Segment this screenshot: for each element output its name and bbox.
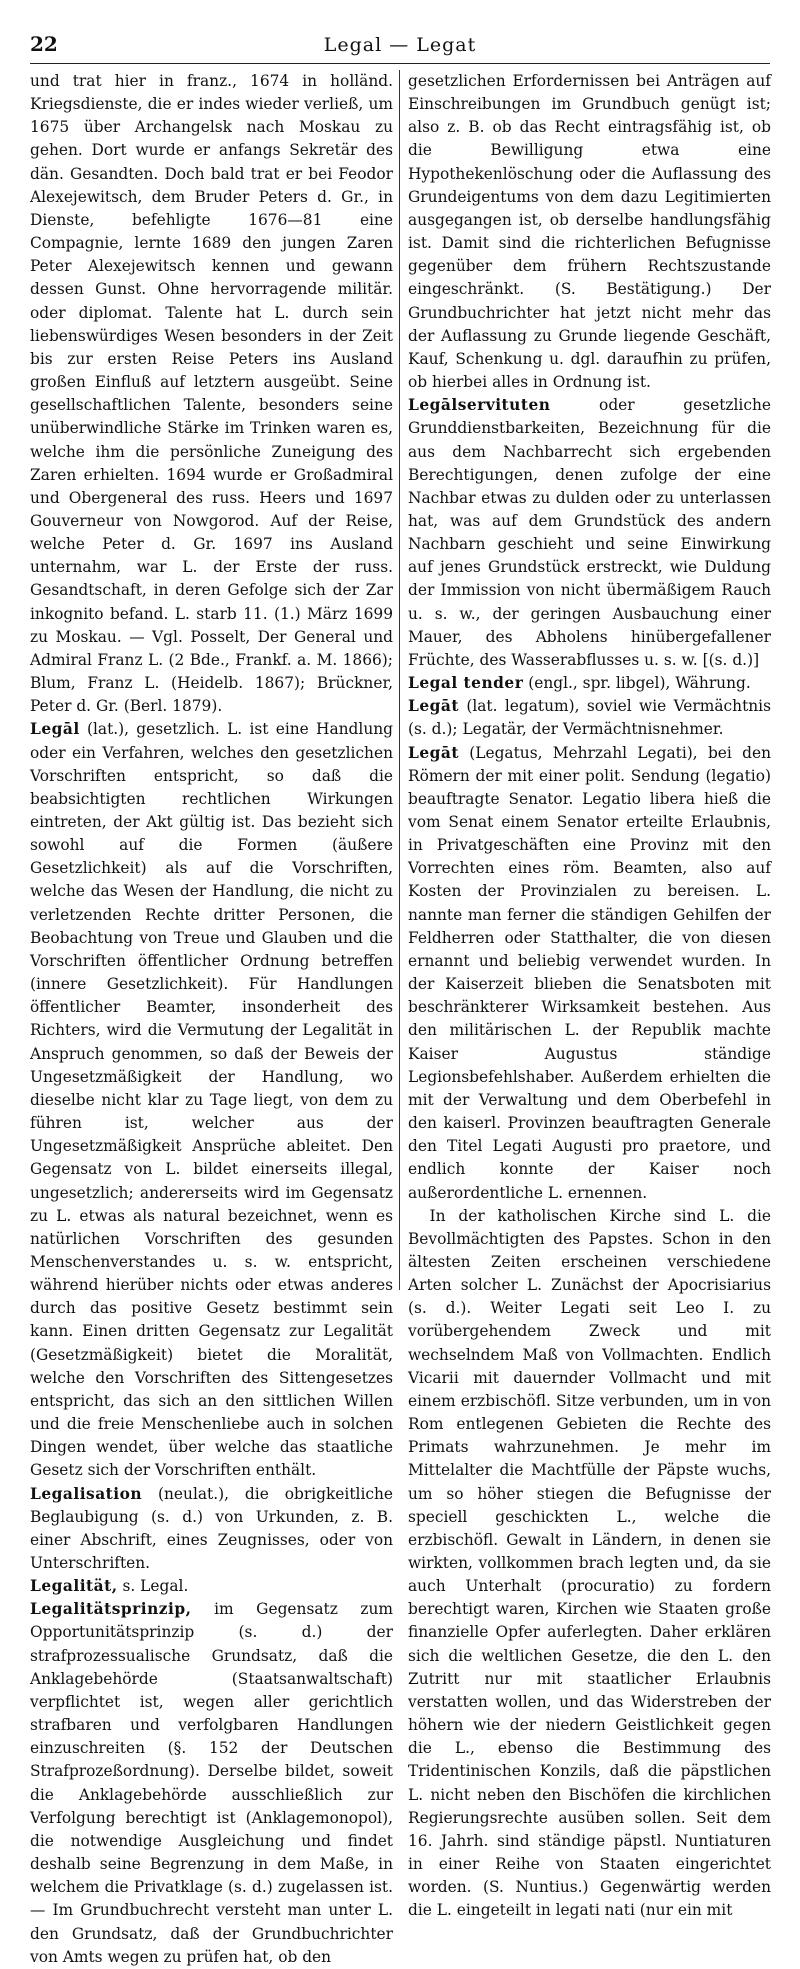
entry-continuation: und trat hier in franz., 1674 in holländ. Kriegsdienste, die er indes wieder verließ, um 1675 über Archangelsk nach Moskau zu gehen. Dort wurde er anfangs Sekretär des dän. Gesandten. Doch bald trat er bei Feodor Alexejewitsch, dem Bruder Peters d. Gr., in Dienste, befehligte 1676—81 eine Compagnie, lernte 1689 den jungen Zaren Peter Alexejewitsch kennen und gewann dessen Gunst. Ohne hervorragende militär. oder diplomat. Talente hat L. durch sein liebenswürdiges Wesen besonders in der Zeit bis zur ersten Reise Peters ins Ausland großen Einfluß auf letztern ausgeübt. Seine gesellschaftlichen Talente, besonders seine unüberwindliche Stärke im Trinken waren es, welche ihm die persönliche Zuneigung des Zaren erhielten. 1694 wurde er Großadmiral und Obergeneral des russ. Heers und 1697 Gouverneur von Nowgorod. Auf der Reise, welche Peter d. Gr. 1697 ins Ausland unternahm, war L. der Erste der russ. Gesandtschaft, in deren Gefolge sich der Zar inkognito befand. L. starb 11. (1.) März 1699 zu Moskau. — Vgl. Posselt, Der General und Admiral Franz L. (2 Bde., Frankf. a. M. 1866); Blum, Franz L. (Heidelb. 1867); Brückner, Peter d. Gr. (Berl. 1879). — [30, 72, 393, 716]
running-title: Legal — Legat — [323, 34, 477, 56]
headword-legalitaetsprinzip: Legalitätsprinzip, — [30, 1600, 192, 1619]
entry-legalservituten — [408, 394, 771, 672]
entry-legalitaet-body: s. Legal. — [117, 1577, 189, 1596]
entry-legalitaetsprinzip-body: im Gegensatz zum Opportunitätsprinzip (s. d.) der strafprozessualische Grundsatz, daß die Anklagebehörde (Staatsanwaltschaft) verpflichtet ist, wegen aller gerichtlich strafbaren und verfolgbaren Handlungen einzuschreiten (§. 152 der Deutschen Strafprozeßordnung). Derselbe bildet, soweit die Anklagebehörde ausschließlich zur Verfolgung berechtigt ist (Anklagemonopol), die notwendige Ausgleichung und findet deshalb seine Begrenzung in dem Maße, in welchem die Privatklage (s. d.) zugelassen ist. — Im Grundbuchrecht versteht man unter L. den Grundsatz, daß der Grundbuchrichter von Amts wegen zu prüfen hat, ob den — [30, 1600, 393, 1966]
entry-legalisation — [30, 1483, 393, 1576]
headword-legat-1: Legāt — [408, 697, 459, 716]
headword-legalitaet: Legalität, — [30, 1577, 118, 1596]
entry-legat-1-body: (lat. legatum), soviel wie Vermächtnis (s. d.); Legatär, der Vermächtnisnehmer. — [408, 697, 771, 739]
entry-legal — [30, 718, 393, 1482]
right-column — [408, 70, 771, 1923]
headword-legal: Legāl — [30, 720, 80, 739]
entry-legat-2-body: (Legatus, Mehrzahl Legati), bei den Römern der mit einer polit. Sendung (legatio) beauftragte Senator. Legatio libera hieß die vom Senat einem Senator erteilte Erlaubnis, in Privatgeschäften eine Provinz mit den Vorrechten eines röm. Beamten, also auf Kosten der Provinzialen zu bereisen. L. nannte man ferner die ständigen Gehilfen der Feldherren oder Statthalter, die von diesen ernannt und beliebig verwendet wurden. In der Kaiserzeit blieben die Senatsboten mit beschränkterer Wirksamkeit bestehen. Aus den militärischen L. der Republik machte Kaiser Augustus ständige Legionsbefehlshaber. Außerdem erhielten die mit der Verwaltung und dem Oberbefehl in den kaiserl. Provinzen beauftragten Generale den Titel Legati Augusti pro praetore, und endlich konnte der Kaiser noch außerordentliche L. ernennen. — [408, 743, 771, 1202]
headword-legat-2: Legāt — [408, 743, 459, 762]
entry-legalisation-body: (neulat.), die obrigkeitliche Beglaubigung (s. d.) von Urkunden, z. B. einer Abschrift, eines Zeugnisses, oder von Unterschriften. — [30, 1484, 393, 1572]
entry-continuation-right: gesetzlichen Erfordernissen bei Anträgen auf Einschreibungen im Grundbuch genügt ist; also z. B. ob das Recht eintragsfähig ist, ob die Bewilligung etwa eine Hypothekenlöschung oder die Auflassung des Grundeigentums von dem dazu Legitimierten ausgegangen ist, ob derselbe handlungsfähig ist. Damit sind die richterlichen Befugnisse gegenüber dem frühern Rechtszustande eingeschränkt. (S. Bestätigung.) Der Grundbuchrichter hat jetzt nicht mehr das der Auflassung zu Grunde liegende Geschäft, Kauf, Schenkung u. dgl. daraufhin zu prüfen, ob hierbei alles in Ordnung ist. — [408, 72, 771, 392]
headword-legal-tender: Legal tender — [408, 674, 524, 693]
column-divider — [399, 70, 400, 1290]
entry-legal-tender-body: (engl., spr. libgel), Währung. — [523, 674, 751, 693]
header-rule — [30, 63, 770, 64]
entry-legat-kirche: In der katholischen Kirche sind L. die Bevollmächtigten des Papstes. Schon in den ältesten Zeiten erscheinen verschiedene Arten solcher L. Zunächst der Apocrisiarius (s. d.). Weiter Legati seit Leo I. zu vorübergehendem Zweck und mit wechselndem Maß von Vollmachten. Endlich Vicarii mit dauernder Vollmacht und mit einem erzbischöfl. Sitze verbunden, um in von Rom entlegenen Gebieten die Rechte des Primats wahrzunehmen. Je mehr im Mittelalter die Machtfülle der Päpste wuchs, um so höher stiegen die Befugnisse der speciell geschickten L., welche die erzbischöfl. Gewalt in Ländern, in denen sie wirkten, vollkommen brach legten und, da sie auch Unterhalt (procuratio) zu fordern berechtigt waren, Kirchen wie Staaten große finanzielle Opfer auferlegten. Daher erklären sich die weltlichen Gesetze, die den L. den Zutritt nur mit staatlicher Erlaubnis verstatten wollen, und das Widerstreben der höhern wie der niedern Geistlichkeit gegen die L., ebenso die Bestimmung des Tridentinischen Konzils, daß die päpstlichen L. nicht neben den Bischöfen die kirchlichen Regierungsrechte ausüben sollen. Seit dem 16. Jahrh. sind ständige päpstl. Nuntiaturen in einer Reihe von Staaten eingerichtet worden. (S. Nuntius.) Gegenwärtig werden die L. eingeteilt in legati nati (nur ein mit — [408, 1206, 771, 1920]
entry-legat-2 — [408, 742, 771, 1205]
headword-legalisation: Legalisation — [30, 1484, 143, 1503]
entry-legalservituten-body: oder gesetzliche Grunddienstbarkeiten, Bezeichnung für die aus dem Nachbarrecht sich ergebenden Berechtigungen, denen zufolge der eine Nachbar etwas zu dulden oder zu unterlassen hat, was auf dem Grundstück des andern Nachbarn geschieht und seine Einwirkung auf jenes Grundstück erstreckt, wie Duldung der Immission von nicht übermäßigem Rauch u. s. w., der geringen Ausbauchung einer Mauer, des Abholens hinübergefallener Früchte, des Wasserabflusses u. s. w. [(s. d.)] — [408, 396, 771, 669]
page-number: 22 — [30, 32, 58, 56]
entry-legat-1 — [408, 695, 771, 741]
entry-legal-body: (lat.), gesetzlich. L. ist eine Handlung oder ein Verfahren, welches den gesetzlichen Vorschriften entspricht, so daß die beabsichtigten rechtlichen Wirkungen eintreten, der Akt gültig ist. Das bezieht sich sowohl auf die Formen (äußere Gesetzlichkeit) als auf die Vorschriften, welche das Wesen der Handlung, die nicht zu verletzenden Rechte dritter Personen, die Beobachtung von Treue und Glauben und die Vorschriften öffentlicher Ordnung betreffen (innere Gesetzlichkeit). Für Handlungen öffentlicher Beamter, insonderheit des Richters, wird die Vermutung der Legalität in Anspruch genommen, so daß der Beweis der Ungesetzmäßigkeit der Handlung, wo dieselbe nicht klar zu Tage liegt, von dem zu führen ist, welcher aus der Ungesetzmäßigkeit Ansprüche ableitet. Den Gegensatz von L. bildet einerseits illegal, ungesetzlich; andererseits wird im Gegensatz zu L. etwas als natural bezeichnet, wenn es natürlichen Vorschriften des gesunden Menschenverstandes u. s. w. entspricht, während hierüber nichts oder etwas anderes durch das positive Gesetz bestimmt sein kann. Einen dritten Gegensatz zur Legalität (Gesetzmäßigkeit) bietet die Moralität, welche den Vorschriften des Sittengesetzes entspricht, das sich an den sittlichen Willen und die freie Menschenliebe auch in solchen Dingen wendet, über welche das staatliche Gesetz sich der Vorschriften enthält. — [30, 720, 393, 1480]
headword-legalservituten: Legālservituten — [408, 396, 551, 415]
entry-legalitaet — [30, 1575, 393, 1598]
page-header — [30, 30, 770, 60]
entry-legal-tender — [408, 672, 771, 695]
left-column — [30, 70, 393, 1969]
entry-legalitaetsprinzip — [30, 1598, 393, 1969]
